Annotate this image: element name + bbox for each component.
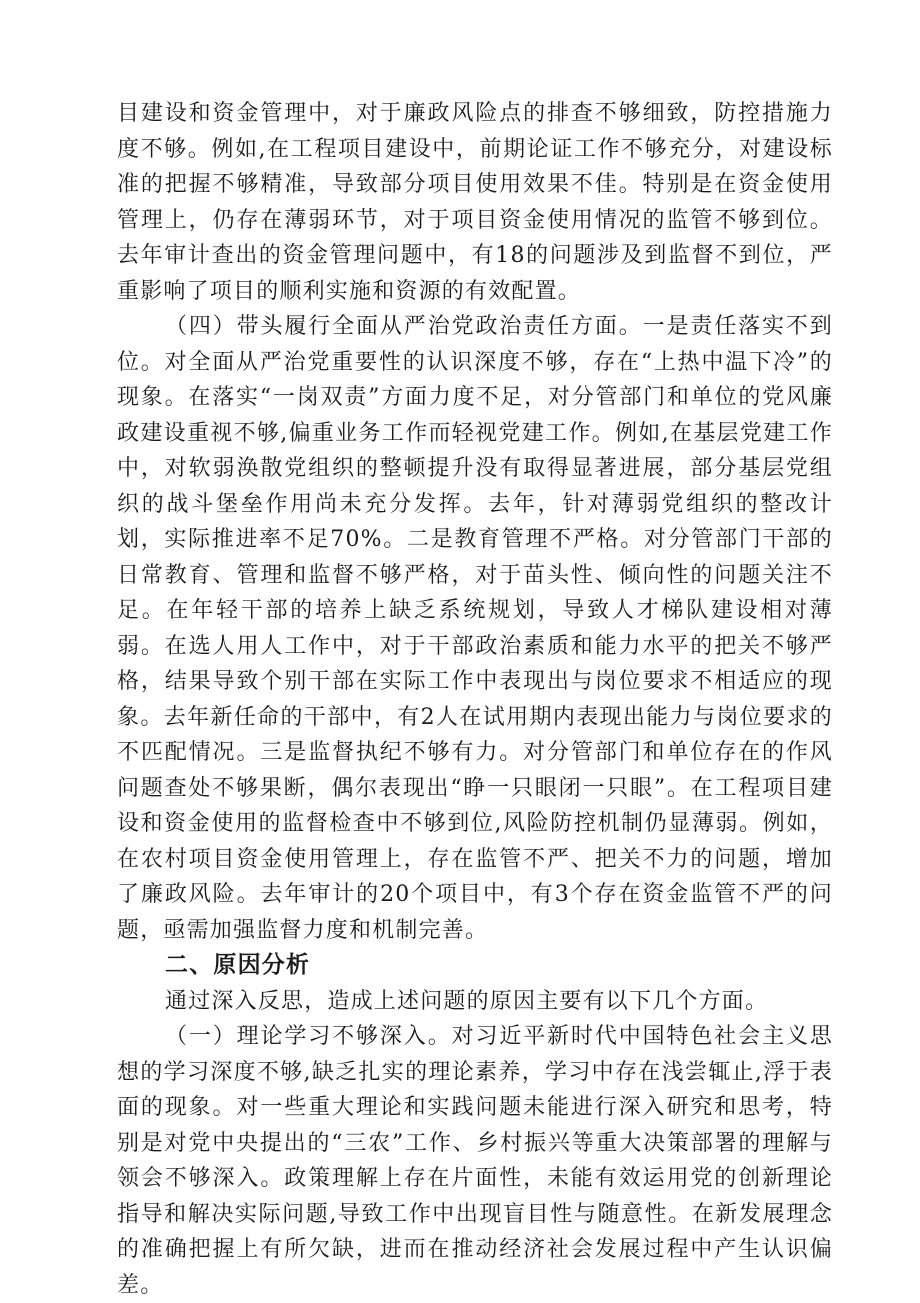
paragraph-continued: 目建设和资金管理中，对于廉政风险点的排查不够细致，防控措施力度不够。例如,在工程项目建设中，前期论证工作不够充分，对建设标准的把握不够精准，导致部分项目使用效果不佳。特别是在资金使用管理上，仍存在薄弱环节，对于项目资金使用情况的监管不够到位。去年审计查出的资金管理问题中，有18的问题涉及到监督不到位，严重影响了项目的顺利实施和资源的有效配置。	[117, 101, 833, 304]
document-body	[117, 96, 833, 1303]
section-heading-cause-analysis: 二、原因分析	[165, 952, 311, 978]
paragraph-party-responsibility: （四）带头履行全面从严治党政治责任方面。一是责任落实不到位。对全面从严治党重要性的认识深度不够，存在“上热中温下冷”的现象。在落实“一岗双责”方面力度不足，对分管部门和单位的党风廉政建设重视不够,偏重业务工作而轻视党建工作。例如,在基层党建工作中，对软弱涣散党组织的整顿提升没有取得显著进展，部分基层党组织的战斗堡垒作用尚未充分发挥。去年，针对薄弱党组织的整改计划，实际推进率不足70%。二是教育管理不严格。对分管部门干部的日常教育、管理和监督不够严格，对于苗头性、倾向性的问题关注不足。在年轻干部的培养上缺乏系统规划，导致人才梯队建设相对薄弱。在选人用人工作中，对于干部政治素质和能力水平的把关不够严格，结果导致个别干部在实际工作中表现出与岗位要求不相适应的现象。去年新任命的干部中，有2人在试用期内表现出能力与岗位要求的不匹配情况。三是监督执纪不够有力。对分管部门和单位存在的作风问题查处不够果断，偶尔表现出“睁一只眼闭一只眼”。在工程项目建设和资金使用的监督检查中不够到位,风险防控机制仍显薄弱。例如，在农村项目资金使用管理上，存在监管不严、把关不力的问题，增加了廉政风险。去年审计的20个项目中，有3个存在资金监管不严的问题，亟需加强监督力度和机制完善。	[117, 314, 833, 943]
paragraph-cause-intro: 通过深入反思，造成上述问题的原因主要有以下几个方面。	[165, 988, 769, 1014]
paragraph-theory-study: （一）理论学习不够深入。对习近平新时代中国特色社会主义思想的学习深度不够,缺乏扎实的理论素养，学习中存在浅尝辄止,浮于表面的现象。对一些重大理论和实践问题未能进行深入研究和思考，特别是对党中央提出的“三农”工作、乡村振兴等重大决策部署的理解与领会不够深入。政策理解上存在片面性，未能有效运用党的创新理论指导和解决实际问题,导致工作中出现盲目性与随意性。在新发展理念的准确把握上有所欠缺，进而在推动经济社会发展过程中产生认识偏差。	[117, 1024, 833, 1298]
